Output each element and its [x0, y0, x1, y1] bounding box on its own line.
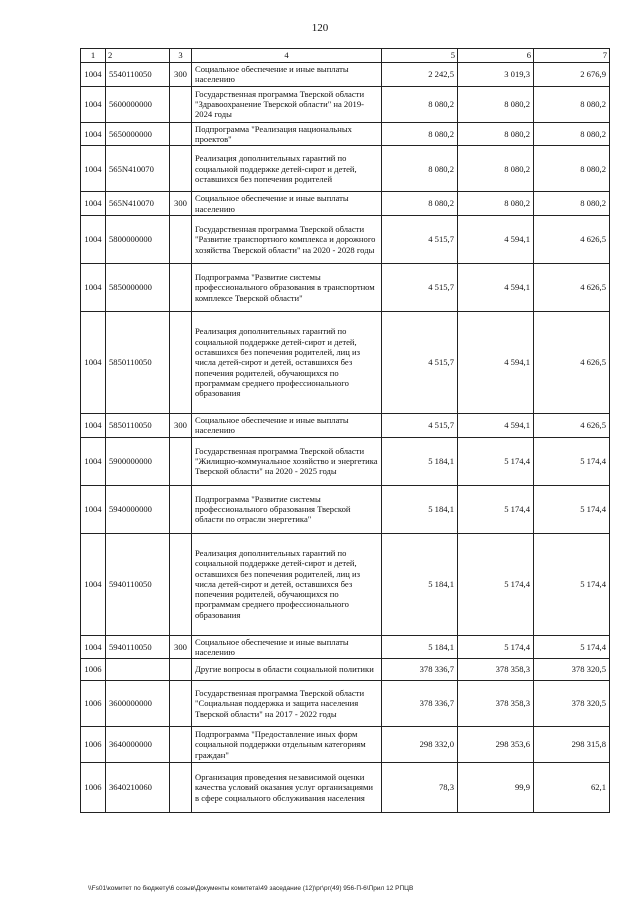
col-header: 5 — [382, 49, 458, 63]
section-cell: 1004 — [81, 485, 106, 533]
section-cell: 1006 — [81, 763, 106, 813]
item-name-cell: Организация проведения независимой оценки качества условий оказания услуг организациями в сфере социального обслуживания населения — [192, 763, 382, 813]
amount-cell-5: 4 515,7 — [382, 311, 458, 413]
amount-cell-6: 8 080,2 — [458, 192, 534, 216]
footer-file-path: \\Fs01\комитет по бюджету\6 созыв\Документы комитета\49 заседание (12)\рг\рг(49) 956-П-6\Прил 12 РПЦВ — [88, 885, 414, 892]
amount-cell-5: 8 080,2 — [382, 192, 458, 216]
amount-cell-6: 5 174,4 — [458, 635, 534, 659]
code-cell: 3600000000 — [106, 681, 170, 727]
amount-cell-6: 8 080,2 — [458, 86, 534, 122]
table-row — [81, 413, 610, 437]
table-row — [81, 86, 610, 122]
amount-cell-7: 5 174,4 — [534, 485, 610, 533]
code-cell: 5940110050 — [106, 533, 170, 635]
table-row — [81, 192, 610, 216]
code-cell: 5600000000 — [106, 86, 170, 122]
code-cell: 5850000000 — [106, 263, 170, 311]
expense-type-cell — [170, 146, 192, 192]
item-name-cell: Государственная программа Тверской области "Социальная поддержка и защита населения Тверской области" на 2017 - 2022 годы — [192, 681, 382, 727]
expense-type-cell — [170, 533, 192, 635]
amount-cell-6: 99,9 — [458, 763, 534, 813]
amount-cell-5: 8 080,2 — [382, 122, 458, 146]
amount-cell-6: 5 174,4 — [458, 485, 534, 533]
expense-type-cell: 300 — [170, 192, 192, 216]
section-cell: 1004 — [81, 635, 106, 659]
amount-cell-5: 4 515,7 — [382, 215, 458, 263]
expense-type-cell: 300 — [170, 63, 192, 87]
section-cell: 1004 — [81, 122, 106, 146]
section-cell: 1004 — [81, 311, 106, 413]
code-cell: 565N410070 — [106, 146, 170, 192]
col-header: 4 — [192, 49, 382, 63]
amount-cell-7: 4 626,5 — [534, 215, 610, 263]
amount-cell-6: 4 594,1 — [458, 311, 534, 413]
table-row — [81, 727, 610, 763]
budget-table — [80, 48, 610, 813]
section-cell: 1004 — [81, 215, 106, 263]
col-header: 2 — [106, 49, 170, 63]
expense-type-cell — [170, 437, 192, 485]
table-row — [81, 215, 610, 263]
amount-cell-6: 4 594,1 — [458, 215, 534, 263]
header-row — [81, 49, 610, 63]
section-cell: 1004 — [81, 413, 106, 437]
code-cell: 5940110050 — [106, 635, 170, 659]
amount-cell-5: 378 336,7 — [382, 659, 458, 681]
amount-cell-5: 2 242,5 — [382, 63, 458, 87]
amount-cell-7: 5 174,4 — [534, 437, 610, 485]
expense-type-cell — [170, 485, 192, 533]
item-name-cell: Подпрограмма "Предоставление иных форм социальной поддержки отдельным категориям граждан" — [192, 727, 382, 763]
item-name-cell: Государственная программа Тверской области "Жилищно-коммунальное хозяйство и энергетика Тверской области" на 2020 - 2025 годы — [192, 437, 382, 485]
section-cell: 1006 — [81, 659, 106, 681]
item-name-cell: Социальное обеспечение и иные выплаты населению — [192, 635, 382, 659]
section-cell: 1004 — [81, 437, 106, 485]
amount-cell-6: 5 174,4 — [458, 437, 534, 485]
table-row — [81, 311, 610, 413]
item-name-cell: Государственная программа Тверской области "Здравоохранение Тверской области" на 2019-2024 годы — [192, 86, 382, 122]
table-row — [81, 263, 610, 311]
amount-cell-7: 8 080,2 — [534, 192, 610, 216]
section-cell: 1004 — [81, 146, 106, 192]
table-row — [81, 122, 610, 146]
item-name-cell: Реализация дополнительных гарантий по социальной поддержке детей-сирот и детей, оставшихся без попечения родителей — [192, 146, 382, 192]
amount-cell-5: 5 184,1 — [382, 635, 458, 659]
amount-cell-7: 5 174,4 — [534, 635, 610, 659]
amount-cell-6: 4 594,1 — [458, 263, 534, 311]
amount-cell-7: 4 626,5 — [534, 413, 610, 437]
col-header: 1 — [81, 49, 106, 63]
amount-cell-7: 5 174,4 — [534, 533, 610, 635]
expense-type-cell — [170, 727, 192, 763]
amount-cell-5: 4 515,7 — [382, 413, 458, 437]
expense-type-cell — [170, 86, 192, 122]
amount-cell-7: 4 626,5 — [534, 311, 610, 413]
item-name-cell: Подпрограмма "Реализация национальных проектов" — [192, 122, 382, 146]
section-cell: 1004 — [81, 192, 106, 216]
code-cell: 5800000000 — [106, 215, 170, 263]
amount-cell-7: 8 080,2 — [534, 146, 610, 192]
amount-cell-6: 378 358,3 — [458, 659, 534, 681]
amount-cell-6: 8 080,2 — [458, 146, 534, 192]
amount-cell-5: 4 515,7 — [382, 263, 458, 311]
amount-cell-5: 8 080,2 — [382, 146, 458, 192]
amount-cell-5: 5 184,1 — [382, 437, 458, 485]
section-cell: 1004 — [81, 86, 106, 122]
expense-type-cell: 300 — [170, 413, 192, 437]
code-cell: 5650000000 — [106, 122, 170, 146]
code-cell: 3640000000 — [106, 727, 170, 763]
col-header: 6 — [458, 49, 534, 63]
expense-type-cell — [170, 763, 192, 813]
expense-type-cell — [170, 659, 192, 681]
amount-cell-7: 62,1 — [534, 763, 610, 813]
amount-cell-5: 378 336,7 — [382, 681, 458, 727]
expense-type-cell — [170, 311, 192, 413]
amount-cell-5: 78,3 — [382, 763, 458, 813]
item-name-cell: Социальное обеспечение и иные выплаты населению — [192, 192, 382, 216]
amount-cell-5: 298 332,0 — [382, 727, 458, 763]
col-header: 7 — [534, 49, 610, 63]
table-row — [81, 681, 610, 727]
item-name-cell: Государственная программа Тверской области "Развитие транспортного комплекса и дорожного хозяйства Тверской области" на 2020 - 2028 годы — [192, 215, 382, 263]
amount-cell-6: 298 353,6 — [458, 727, 534, 763]
table-row — [81, 485, 610, 533]
item-name-cell: Подпрограмма "Развитие системы профессионального образования Тверской области по отрасли энергетика" — [192, 485, 382, 533]
code-cell: 5540110050 — [106, 63, 170, 87]
expense-type-cell — [170, 122, 192, 146]
code-cell: 565N410070 — [106, 192, 170, 216]
amount-cell-6: 378 358,3 — [458, 681, 534, 727]
expense-type-cell: 300 — [170, 635, 192, 659]
table-row — [81, 437, 610, 485]
amount-cell-7: 378 320,5 — [534, 681, 610, 727]
amount-cell-7: 2 676,9 — [534, 63, 610, 87]
amount-cell-6: 4 594,1 — [458, 413, 534, 437]
code-cell — [106, 659, 170, 681]
amount-cell-7: 298 315,8 — [534, 727, 610, 763]
expense-type-cell — [170, 215, 192, 263]
col-header: 3 — [170, 49, 192, 63]
amount-cell-6: 3 019,3 — [458, 63, 534, 87]
code-cell: 3640210060 — [106, 763, 170, 813]
table-row — [81, 763, 610, 813]
item-name-cell: Социальное обеспечение и иные выплаты населению — [192, 413, 382, 437]
table-row — [81, 146, 610, 192]
amount-cell-5: 5 184,1 — [382, 485, 458, 533]
amount-cell-6: 5 174,4 — [458, 533, 534, 635]
code-cell: 5850110050 — [106, 413, 170, 437]
expense-type-cell — [170, 263, 192, 311]
table-row — [81, 659, 610, 681]
code-cell: 5900000000 — [106, 437, 170, 485]
section-cell: 1004 — [81, 263, 106, 311]
code-cell: 5940000000 — [106, 485, 170, 533]
section-cell: 1004 — [81, 63, 106, 87]
table-row — [81, 635, 610, 659]
amount-cell-5: 5 184,1 — [382, 533, 458, 635]
amount-cell-6: 8 080,2 — [458, 122, 534, 146]
item-name-cell: Реализация дополнительных гарантий по социальной поддержке детей-сирот и детей, оставшихся без попечения родителей, лиц из числа детей-сирот и детей, оставшихся без попечения родителей, обучающихся по программам среднего профессионального образования — [192, 533, 382, 635]
amount-cell-7: 4 626,5 — [534, 263, 610, 311]
item-name-cell: Подпрограмма "Развитие системы профессионального образования в транспортном комплексе Тверской области" — [192, 263, 382, 311]
section-cell: 1006 — [81, 727, 106, 763]
code-cell: 5850110050 — [106, 311, 170, 413]
amount-cell-7: 378 320,5 — [534, 659, 610, 681]
section-cell: 1006 — [81, 681, 106, 727]
expense-type-cell — [170, 681, 192, 727]
amount-cell-7: 8 080,2 — [534, 86, 610, 122]
table-row — [81, 63, 610, 87]
amount-cell-5: 8 080,2 — [382, 86, 458, 122]
item-name-cell: Социальное обеспечение и иные выплаты населению — [192, 63, 382, 87]
item-name-cell: Реализация дополнительных гарантий по социальной поддержке детей-сирот и детей, оставшихся без попечения родителей, лиц из числа детей-сирот и детей, оставшихся без попечения родителей, обучающихся по программам среднего профессионального образования — [192, 311, 382, 413]
table-row — [81, 533, 610, 635]
page-number: 120 — [311, 22, 329, 34]
section-cell: 1004 — [81, 533, 106, 635]
amount-cell-7: 8 080,2 — [534, 122, 610, 146]
item-name-cell: Другие вопросы в области социальной политики — [192, 659, 382, 681]
